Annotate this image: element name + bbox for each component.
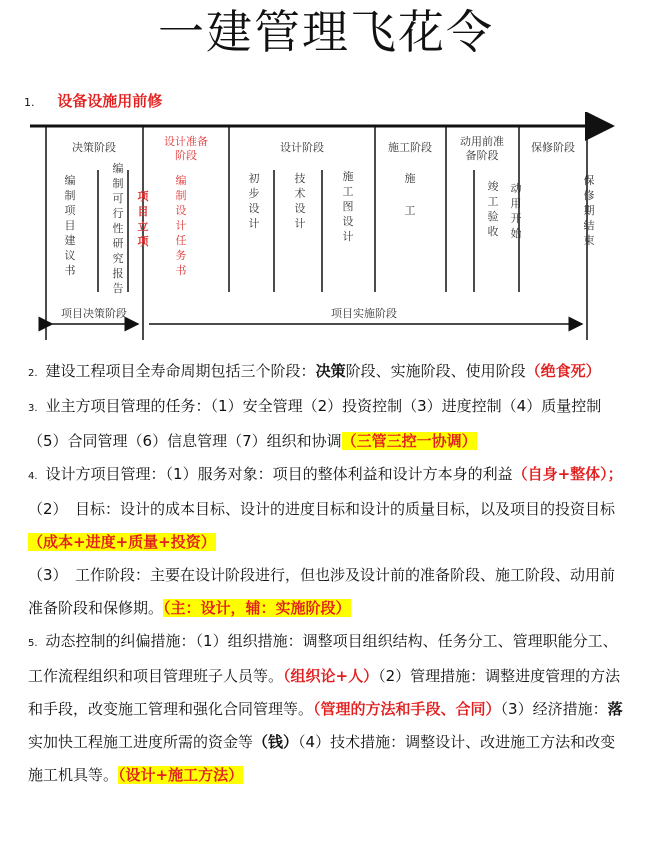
- lifecycle-item: 施工图设计: [342, 170, 354, 243]
- note-2: 2. 建设工程项目全寿命周期包括三个阶段：决策阶段、实施阶段、使用阶段（绝食死）: [28, 362, 601, 380]
- note-5: 5. 动态控制的纠偏措施：（1）组织措施：调整项目组织结构、任务分工、管理职能分工、工作流程组织和项目管理班子人员等。（组织论+人）（2）管理措施：调整进度管理的方法和手段，改变施工管理和强化合同管理等。（管理的方法和手段、合同）（3）经济措施：落实加快工程施工进度所需的资金等（钱）（4）技术措施：调整设计、改进施工方法和改变施工机具等。（设计+施工方法）: [28, 632, 623, 784]
- lifecycle-item: 竣工验收: [487, 180, 499, 238]
- note-4: 4. 设计方项目管理：（1）服务对象：项目的整体利益和设计方本身的利益（自身+整体）；: [28, 465, 623, 483]
- lifecycle-item: 编制可行性研究报告: [112, 162, 124, 295]
- decision-range-label: 项目决策阶段: [61, 307, 127, 320]
- phase-label: 施工阶段: [388, 141, 432, 154]
- lifecycle-item: 编制设计任务书: [175, 174, 187, 277]
- lifecycle-item: 初步设计: [248, 172, 260, 230]
- phase-label: 决策阶段: [72, 141, 116, 154]
- section-1-label: 设备设施用前修: [57, 92, 163, 110]
- section-1-heading: [24, 90, 162, 111]
- page-title: 一建管理飞花令: [158, 5, 494, 59]
- notes-body: [28, 355, 628, 792]
- lifecycle-item: 技术设计: [294, 172, 306, 230]
- lifecycle-item: 保修期结束: [583, 174, 595, 247]
- note-4-3: （3） 工作阶段：主要在设计阶段进行，但也涉及设计前的准备阶段、施工阶段、动用前准备阶段和保修期。（主：设计，辅：实施阶段）: [28, 566, 616, 617]
- lifecycle-item: 项目立项: [137, 190, 149, 248]
- phase-label: 保修阶段: [531, 141, 575, 154]
- phase-label: 设计阶段: [280, 141, 324, 154]
- implementation-range-label: 项目实施阶段: [331, 307, 397, 320]
- note-3: 3. 业主方项目管理的任务：（1）安全管理（2）投资控制（3）进度控制（4）质量控制（5）合同管理（6）信息管理（7）组织和协调（三管三控一协调）: [28, 397, 602, 450]
- phase-label: 设计准备阶段: [164, 135, 208, 162]
- lifecycle-item: 编制项目建议书: [64, 174, 76, 277]
- project-lifecycle-diagram: [0, 112, 652, 342]
- note-4-2: （2） 目标：设计的成本目标、设计的进度目标和设计的质量目标，以及项目的投资目标（成本+进度+质量+投资）: [28, 500, 616, 551]
- lifecycle-item: 动用开始: [510, 182, 522, 240]
- lifecycle-item: 施工: [404, 172, 416, 217]
- phase-label: 动用前准备阶段: [460, 135, 504, 162]
- section-1-number: 1.: [24, 96, 35, 109]
